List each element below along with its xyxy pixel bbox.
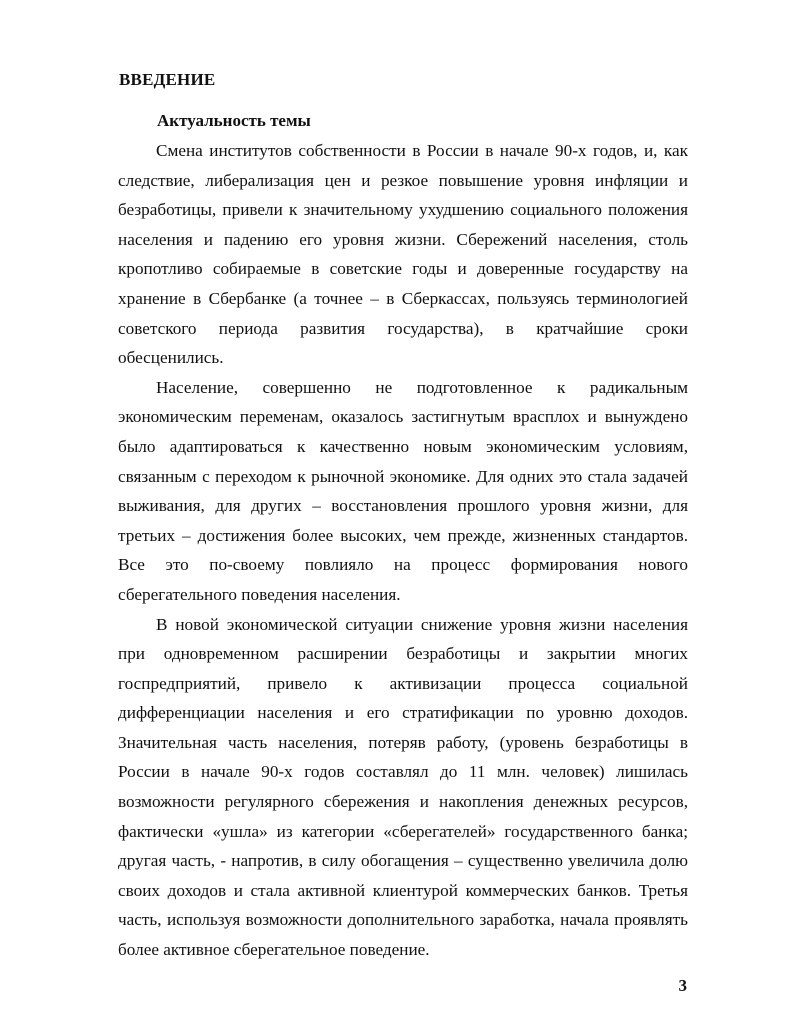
paragraph-3: В новой экономической ситуации снижение уровня жизни населения при одновременном расширении безработицы и закрытии многих госпредприятий, привело к активизации процесса социальной дифференциации населения и его стратификации по уровню доходов. Значительная часть населения, потеряв работу, (уровень безработицы в России в начале 90-х годов составлял до 11 млн. человек) лишилась возможности регулярного сбережения и накопления денежных ресурсов, фактически «ушла» из категории «сберегателей» государственного банка; другая часть, - напротив, в силу обогащения – существенно увеличила долю своих доходов и стала активной клиентурой коммерческих банков. Третья часть, используя возможности дополнительного заработка, начала проявлять более активное сберегательное поведение.	[118, 614, 688, 960]
page-number: 3	[678, 976, 687, 995]
subsection-heading: Актуальность темы	[157, 111, 311, 130]
paragraph-1: Смена институтов собственности в России в начале 90-х годов, и, как следствие, либерализация цен и резкое повышение уровня инфляции и безработицы, привели к значительному ухудшению социального положения населения и падению его уровня жизни. Сбережений населения, столь кропотливо собираемые в советские годы и доверенные государству на хранение в Сбербанке (а точнее – в Сберкассах, пользуясь терминологией советского периода развития государства), в кратчайшие сроки обесценились.	[118, 141, 688, 368]
section-heading: ВВЕДЕНИЕ	[119, 70, 216, 89]
body-text	[118, 136, 688, 965]
paragraph-2: Население, совершенно не подготовленное к радикальным экономическим переменам, оказалось застигнутым врасплох и вынуждено было адаптироваться к качественно новым экономическим условиям, связанным с переходом к рыночной экономике. Для одних это стала задачей выживания, для других – восстановления прошлого уровня жизни, для третьих – достижения более высоких, чем прежде, жизненных стандартов. Все это по-своему повлияло на процесс формирования нового сберегательного поведения населения.	[118, 377, 688, 604]
